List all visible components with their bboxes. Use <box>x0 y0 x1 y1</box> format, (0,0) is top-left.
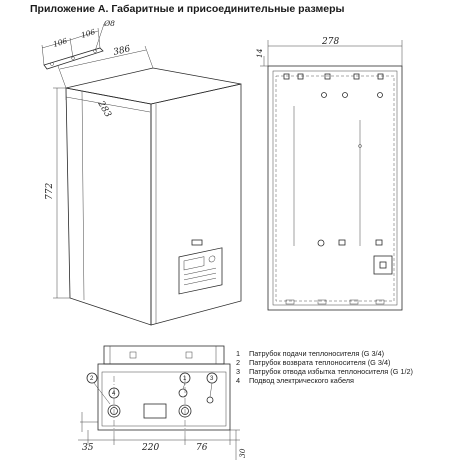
callout-3 <box>207 373 217 397</box>
appendix-title: Приложение А. Габаритные и присоединительные размеры <box>30 3 345 15</box>
dim-bottom-right: 76 <box>196 443 208 453</box>
dim-bottom-mid: 220 <box>142 443 160 453</box>
callout-3-label: 3 <box>210 376 214 382</box>
legend-num: 4 <box>236 375 241 385</box>
boiler-front-view <box>268 66 402 310</box>
dim-front-width: 278 <box>322 37 340 47</box>
legend-item <box>236 377 413 386</box>
callout-1-label: 1 <box>183 376 187 382</box>
boiler-isometric-view <box>66 68 241 325</box>
legend-text: Подвод электрического кабеля <box>249 375 354 385</box>
dim-bracket-b: 106 <box>79 27 97 40</box>
dim-front-offset: 14 <box>255 48 264 58</box>
dim-height: 772 <box>45 182 55 200</box>
legend-text: Патрубок отвода избытка теплоносителя (G 1/2) <box>249 366 413 376</box>
callout-4 <box>112 391 116 397</box>
dim-depth-top: 386 <box>112 44 132 58</box>
dim-bottom-left: 35 <box>82 443 94 453</box>
legend-num: 2 <box>236 357 241 367</box>
dim-bracket-a: 106 <box>51 36 69 49</box>
legend <box>236 350 413 386</box>
legend-text: Патрубок возврата теплоносителя (G 3/4) <box>249 357 391 367</box>
callout-2 <box>87 373 110 404</box>
boiler-bottom-view <box>98 346 230 436</box>
callout-2-label: 2 <box>90 376 94 382</box>
dim-side-depth: 283 <box>95 99 113 120</box>
dim-bottom-height: 30 <box>238 448 247 458</box>
legend-num: 3 <box>236 366 241 376</box>
callout-4-label: 4 <box>112 391 116 397</box>
legend-num: 1 <box>236 349 241 358</box>
callout-1 <box>180 373 190 389</box>
dim-hole-diameter: Ø8 <box>104 19 115 28</box>
legend-text: Патрубок подачи теплоносителя (G 3/4) <box>249 349 385 358</box>
